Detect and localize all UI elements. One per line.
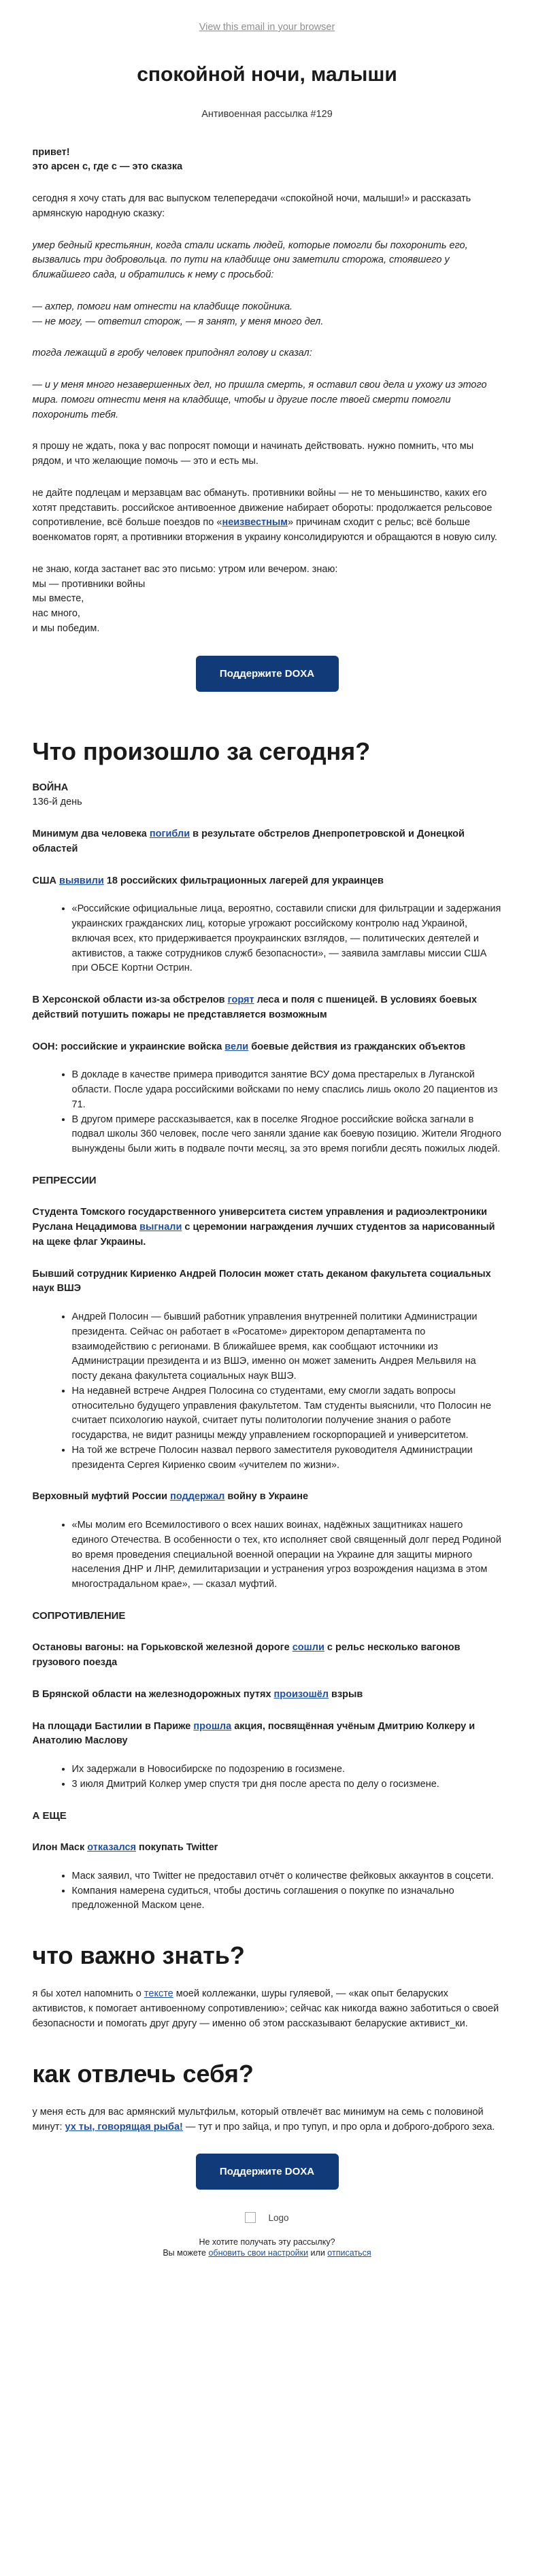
unknown-reasons-link[interactable]: неизвестным	[222, 517, 288, 529]
intro-lead: сегодня я хочу стать для вас выпуском телепередачи «спокойной ночи, малыши!» и рассказать армянскую народную сказку:	[32, 193, 471, 219]
news-item: Верховный муфтий России поддержал войну в Украине	[32, 1491, 309, 1503]
news-item: ООН: российские и украинские войска вели боевые действия из гражданских объектов	[32, 1041, 466, 1052]
important-heading: что важно знать?	[32, 1941, 245, 1970]
bullet-item: • 3 июля Дмитрий Колкер умер спустя три дня после ареста по делу о госизмене.	[72, 1777, 502, 1792]
also-label: А ЕЩЕ	[32, 1809, 67, 1822]
cartoon-link[interactable]: ух ты, говорящая рыба!	[65, 2121, 183, 2132]
bullet-item: • Их задержали в Новосибирске по подозрению в госизмене.	[72, 1762, 502, 1777]
bullet-item: • Маск заявил, что Twitter не предоставил отчёт о количестве фейковых аккаунтов в соцсети.	[72, 1869, 502, 1884]
news-link[interactable]: поддержал	[170, 1491, 225, 1503]
news-item: На площади Бастилии в Париже прошла акция, посвящённая учёным Дмитрию Колкеру и Анатолию Маслову	[32, 1720, 475, 1747]
news-item: Минимум два человека погибли в результате обстрелов Днепропетровской и Донецкой областей	[32, 829, 465, 854]
tale-paragraph-4: — и у меня много незавершенных дел, но пришла смерть, я оставил свои дела и ухожу из этого мира. помоги отнести меня на кладбище, чтобы и другие после твоей смерти помогли похоронить тебя.	[32, 380, 487, 420]
tale-dialogue	[33, 300, 502, 330]
tale-paragraph-3: тогда лежащий в гробу человек приподнял голову и сказал:	[32, 348, 312, 359]
news-bullets	[72, 1869, 502, 1913]
bullet-item: • В докладе в качестве примера приводится занятие ВСУ дома престарелых в Луганской области. После удара российскими войсками по нему спаслись лишь около 20 пациентов из 71.	[72, 1068, 502, 1112]
bullet-item: • «Мы молим его Всемилостивого о всех наших воинах, надёжных защитниках нашего единого Отечества. В особенности о тех, кто исполняет свой священный долг перед Родиной во время проведения специальной военной операции на Украине для защиты мирного населения ДНР и ЛНР, демилитаризации и устранения угроз возрождения нацизма в этом многострадальном крае», — сказал муфтий.	[72, 1518, 502, 1592]
news-link[interactable]: горят	[227, 994, 254, 1006]
distract-heading: как отвлечь себя?	[32, 2059, 254, 2088]
news-link[interactable]: выгнали	[139, 1222, 182, 1233]
news-link[interactable]: произошёл	[273, 1688, 329, 1700]
news-item: Остановы вагоны: на Горьковской железной дороге сошли с рельс несколько вагонов грузового поезда	[32, 1642, 461, 1669]
bullet-item: • На той же встрече Полосин назвал первого заместителя руководителя Администрации президента Сергея Кириенко своим «учителем по жизни».	[72, 1443, 502, 1473]
bullet-item: • На недавней встрече Андрея Полосина со студентами, ему смогли задать вопросы относительно будущего управления факультетом. Там студенты выяснили, что Полосин не считает психологию наукой, считает путы политологии получение знания о работе государства, не видит разницы между управлением госкорпорацией и университетом.	[72, 1384, 502, 1443]
resistance-label: СОПРОТИВЛЕНИЕ	[32, 1609, 126, 1622]
news-item: В Херсонской области из-за обстрелов горят леса и поля с пшеницей. В условиях боевых действий потушить пожары не представляется возможным	[32, 994, 478, 1020]
view-in-browser-link[interactable]: View this email in your browser	[199, 22, 335, 33]
author-line: это арсен с, где с — это сказка	[32, 161, 183, 173]
repressions-label: РЕПРЕССИИ	[32, 1174, 97, 1186]
support-doxa-button[interactable]: Поддержите DOXA	[196, 656, 339, 692]
newsletter-title: спокойной ночи, малыши	[137, 63, 397, 86]
tale-line-a: — ахпер, помоги нам отнести на кладбище покойника.	[32, 301, 293, 312]
news-link[interactable]: вели	[224, 1041, 249, 1052]
news-bullets	[72, 1310, 502, 1473]
news-item: Студента Томского государственного университета систем управления и радиоэлектроники Руслана Нецадимова выгнали с церемонии награждения лучших студентов за нарисованный на щеке флаг Украины.	[32, 1207, 495, 1248]
news-bullets	[72, 902, 502, 976]
greeting: привет! это арсен с, где с — это сказка	[33, 146, 502, 175]
war-day: 136-й день	[32, 797, 82, 808]
update-preferences-link[interactable]: обновить свои настройки	[208, 2248, 309, 2258]
ask-paragraph: я прошу не ждать, пока у вас попросят помощи и начинать действовать. нужно помнить, что мы рядом, и что желающие помочь — это и есть мы.	[32, 441, 474, 467]
news-link[interactable]: сошли	[292, 1642, 324, 1654]
tale-paragraph-1: умер бедный крестьянин, когда стали искать людей, которые помогли бы похоронить его, вызвались три добровольца. по пути на кладбище они заметили сторожа, стоявшего у ближайшего сада, и обратились к нему с просьбой:	[32, 239, 468, 280]
news-bullets	[72, 1518, 502, 1592]
logo: Logo	[33, 2211, 502, 2225]
broken-image-icon	[245, 2212, 256, 2223]
issue-label: Антивоенная рассылка #129	[201, 108, 333, 120]
closing-block: не знаю, когда застанет вас это письмо: утром или вечером. знаю: мы — противники войны мы вместе, нас много, и мы победим.	[32, 563, 338, 634]
news-bullets	[72, 1068, 502, 1157]
news-link[interactable]: прошла	[193, 1720, 232, 1732]
unsubscribe-link[interactable]: отписаться	[327, 2248, 371, 2258]
news-item: Илон Маск отказался покупать Twitter	[32, 1842, 218, 1854]
distract-paragraph: у меня есть для вас армянский мультфильм, который отвлечёт вас минимум на семь с половиной минут: ух ты, говорящая рыба! — тут и про зайца, и про тупуп, и про орла и доброго-доброго зеха.	[32, 2106, 495, 2132]
tale-line-b: — не могу, — ответил сторож, — я занят, у меня много дел.	[32, 316, 324, 327]
bullet-item: • «Российские официальные лица, вероятно, составили списки для фильтрации и задержания украинских гражданских лиц, которые угрожают российскому контролю над Украиной, включая всех, кто придерживается проукраинских взглядов, — политических деятелей и активистов, а также сотрудников служб безопасности», — заявила замглавы миссии США при ОБСЕ Кортни Острин.	[72, 902, 502, 976]
important-paragraph: я бы хотел напомнить о тексте моей коллежанки, шуры гуляевой, — «как опыт беларуских активистов, к помогает антивоенному сопротивлению»; сейчас как никогда важно заботиться о своей безопасности и помогать друг другу — именно об этом рассказывают беларуские активист_ки.	[32, 1988, 499, 2029]
footer-note: Не хотите получать эту рассылку? Вы можете обновить свои настройки или отписаться	[163, 2237, 371, 2258]
news-item: США выявили 18 российских фильтрационных лагерей для украинцев	[32, 875, 384, 886]
bullet-item: • Андрей Полосин — бывший работник управления внутренней политики Администрации президента. Сейчас он работает в «Росатоме» директором департамента по взаимодействию с регионами. В ближайшее время, как сообщают источники из Администрации президента и из ВШЭ, именно он может заменить Андрея Мельвиля на посту декана факультета социальных наук ВШЭ.	[72, 1310, 502, 1384]
news-link[interactable]: отказался	[87, 1842, 136, 1854]
bullet-item: • Компания намерена судиться, чтобы достичь соглашения о покупке по изначально предложенной Маском цене.	[72, 1884, 502, 1914]
news-link[interactable]: выявили	[59, 875, 104, 886]
support-doxa-button[interactable]: Поддержите DOXA	[196, 2154, 339, 2190]
news-item: Бывший сотрудник Кириенко Андрей Полосин может стать деканом факультета социальных наук ВШЭ	[32, 1268, 491, 1294]
article-link[interactable]: тексте	[144, 1988, 173, 2000]
movement-paragraph: не дайте подлецам и мерзавцам вас обмануть. противники войны — не то меньшинство, каких его хотят представить. российское антивоенное движение набирает обороты: продолжается рельсовое сопротивление, всё больше поездов по «неизвестным» причинам сходит с рельс; всё больше военкоматов горят, а противники вторжения в украину консолидируются и обращаются в новую силу.	[32, 487, 497, 543]
view-in-browser-row	[33, 0, 502, 35]
bullet-item: • В другом примере рассказывается, как в поселке Ягодное российские войска загнали в подвал школы 360 человек, после чего заняли здание как боевую позицию. Жители Ягодного вынуждены были жить в подвале почти месяц, за это время погибли десять пожилых людей.	[72, 1113, 502, 1157]
news-item: В Брянской области на железнодорожных путях произошёл взрыв	[32, 1688, 363, 1700]
today-heading: Что произошло за сегодня?	[32, 737, 371, 765]
news-bullets	[72, 1762, 502, 1792]
news-link[interactable]: погибли	[149, 829, 190, 840]
war-label: ВОЙНА	[32, 782, 69, 793]
